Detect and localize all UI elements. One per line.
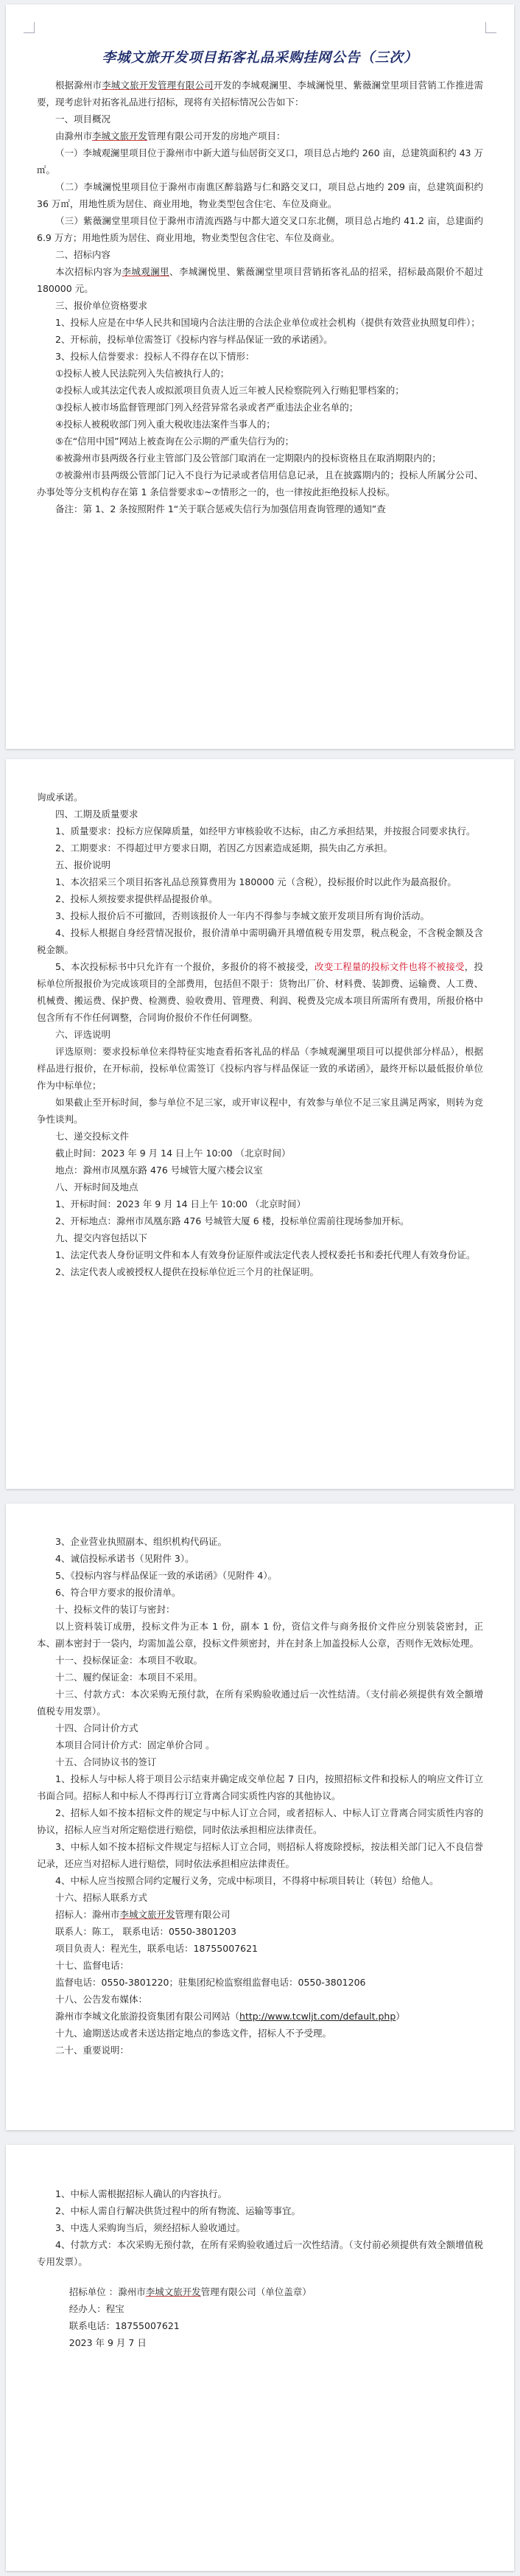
paragraph: 招标人：滁州市李城文旅开发管理有限公司 [55,1909,231,1920]
paragraph: 3、中选人采购询当后，须经招标人验收通过。 [55,2222,245,2233]
paragraph: 1、质量要求：投标方应保障质量，如经甲方审核验收不达标，由乙方承担结果，并按报合同要求执行。 [55,825,476,837]
paragraph: 地点：滁州市凤凰东路 476 号城管大厦六楼会议室 [55,1165,263,1176]
section-heading: 六、评选说明 [55,1029,111,1040]
page-body [37,47,483,517]
section-heading: 五、报价说明 [55,859,111,870]
section-heading: 三、报价单位资格要求 [55,300,148,311]
section-heading: 四、工期及质量要求 [55,809,138,820]
paragraph: （二）李城澜悦里项目位于滁州市南谯区醉翁路与仁和路交叉口，项目总占地约 209 亩，总建筑面积约 36 万㎡，用地性质为居住、商业用地，物业类型包含住宅、车位及商业。 [37,181,483,209]
list-item: ①投标人被人民法院列入失信被执行人的； [55,368,230,379]
paragraph: 3、投标人报价后不可撤回，否则该报价人一年内不得参与李城文旅开发项目所有询价活动。 [55,910,429,921]
paragraph: 3、企业营业执照副本、组织机构代码证。 [55,1536,227,1547]
section-heading: 十八、公告发布媒体： [55,1994,148,2005]
list-item: ④投标人被税收部门列入重大税收违法案件当事人的； [55,419,275,430]
paragraph: 5、本次投标标书中只允许有一个报价，多报价的将不被接受，改变工程量的投标文件也将不被接受，投标单位所报报价为完成该项目的全部费用，包括但不限于：货物出厂价、材料费、装卸费、运输费、人工费、机械费、搬运费、保护费、检测费、验收费用、管理费、利润、税费及完成本项目所需所有费用，所报价格中包含所有不作任何调整，合同询价报价不作任何调整。 [37,961,483,1023]
document-page-1 [6,4,514,749]
paragraph: 4、中标人应当按照合同约定履行义务，完成中标项目，不得将中标项目转让（转包）给他人。 [55,1875,439,1886]
paragraph: 联系人：陈工， 联系电话：0550-3801203 [55,1926,236,1937]
paragraph: 询或承诺。 [37,792,83,803]
section-heading: 一、项目概况 [55,114,111,125]
section-heading: 九、提交内容包括以下 [55,1232,148,1243]
list-item: ②投标人或其法定代表人或拟派项目负责人近三年被人民检察院列入行贿犯罪档案的； [55,385,404,396]
document-page-4 [6,2145,514,2571]
paragraph: 1、本次招采三个项目拓客礼品总预算费用为 180000 元（含税），投标报价时以此作为最高报价。 [55,876,457,887]
paragraph: 2、开标前，投标单位需签订《投标内容与样品保证一致的承诺函》。 [55,334,333,345]
paragraph: 十九、逾期送达或者未送达指定地点的参选文件，招标人不予受理。 [55,2028,332,2039]
section-heading: 二十、重要说明： [55,2045,130,2056]
section-heading: 十四、合同计价方式 [55,1722,138,1734]
document-page-3 [6,1504,514,2130]
paragraph: 4、诚信投标承诺书（见附件 3）。 [55,1553,194,1564]
paragraph: 由滁州市李城文旅开发管理有限公司开发的房地产项目： [55,130,286,142]
section-heading: 八、开标时间及地点 [55,1181,138,1193]
paragraph: 1、中标人需根据招标人确认的内容执行。 [55,2188,227,2199]
section-heading: 二、招标内容 [55,249,111,260]
paragraph: 本项目合同计价方式：固定单价合同 。 [55,1739,215,1751]
page-body [37,1533,483,2059]
signature-line: 经办人：程宝 [68,2303,124,2314]
section-heading: 十、投标文件的装订与密封： [55,1604,175,1615]
section-heading: 十七、监督电话： [55,1960,130,1971]
page-body [37,2185,483,2351]
list-item: ⑥被滁州市县两级各行业主管部门及公管部门取消在一定期限内的投标资格且在取消期限内的； [55,453,441,464]
paragraph: 以上资料装订成册，投标文件为正本 1 份，副本 1 份，资信文件与商务报价文件应分别装袋密封，正本、副本密封于一袋内，均需加盖公章，投标文件须密封，并在封条上加盖投标人公章，否则作无效标处理。 [37,1621,483,1649]
list-item: ⑤在“信用中国”网站上被查询在公示期的严重失信行为的； [55,436,295,447]
signature-line: 联系电话：18755007621 [68,2320,180,2331]
list-item: ③投标人被市场监督管理部门列入经营异常名录或者严重违法企业名单的； [55,402,359,413]
document-page-2 [6,759,514,1489]
paragraph: （三）紫薇澜堂里项目位于滁州市清流西路与中都大道交叉口东北侧，项目总占地约 41.2 亩，总建面约 6.9 万方；用地性质为居住、商业用地，物业类型包含住宅、车位及商业。 [37,215,483,243]
paragraph: 本次招标内容为李城观澜里、李城澜悦里、紫薇澜堂里项目营销拓客礼品的招采，招标最高限价不超过 180000 元。 [37,266,483,294]
signature-line: 招标单位 ：滁州市李城文旅开发管理有限公司（单位盖章） [68,2286,312,2297]
paragraph: 2、法定代表人或被授权人提供在投标单位近三个月的社保证明。 [55,1266,319,1277]
paragraph: 项目负责人：程光生，联系电话：18755007621 [55,1943,258,1954]
paragraph: 如果截止至开标时间，参与单位不足三家，或开审议程中，有效参与单位不足三家且满足两家，则转为竞争性谈判。 [37,1097,483,1125]
paragraph: 5、《投标内容与样品保证一致的承诺函》（见附件 4）。 [55,1570,278,1581]
paragraph: 2、投标人须按要求提供样品提报价单。 [55,893,218,904]
paragraph: 2、开标地点：滁州市凤凰东路 476 号城管大厦 6 楼，投标单位需前往现场参加开标。 [55,1215,410,1226]
paragraph: 1、开标时间：2023 年 9 月 14 日上午 10:00 （北京时间） [55,1198,306,1210]
paragraph: 4、投标人根据自身经营情况报价，报价清单中需明确开具增值税专用发票，税点税金，不含税金额及含税金额。 [37,927,483,955]
crop-mark [485,22,496,33]
paragraph: 1、投标人应是在中华人民共和国境内合法注册的合法企业单位或社会机构（提供有效营业执照复印件）； [55,317,480,328]
signature-date: 2023 年 9 月 7 日 [68,2337,147,2348]
section-heading: 十五、合同协议书的签订 [55,1756,157,1767]
paragraph: 1、法定代表人身份证明文件和本人有效身份证原件或法定代表人授权委托书和委托代理人有效身份证。 [55,1249,476,1260]
paragraph: 4、付款方式：本次采购无预付款，在所有采购验收通过后一次性结清。（支付前必须提供有效全额增值税专用发票）。 [37,2239,483,2267]
paragraph: 2、工期要求：不得超过甲方要求日期，若因乙方因素造成延期，损失由乙方承担。 [55,842,393,854]
paragraph: 2、招标人如不按本招标文件的规定与中标人订立合同，或者招标人、中标人订立背离合同实质性内容的协议，招标人应当对所定赔偿进行赔偿，同时依法承担相应法律责任。 [37,1807,483,1835]
paragraph: 备注：第 1、2 条按照附件 1“关于联合惩戒失信行为加强信用查询管理的通知”查 [55,503,386,514]
section-heading: 十六、招标人联系方式 [55,1892,148,1903]
section-heading: 十三、付款方式：本次采购无预付款，在所有采购验收通过后一次性结清。（支付前必须提供有效全额增值税专用发票）。 [37,1689,483,1717]
paragraph: 评选原则：要求投标单位来得特征实地查看拓客礼品的样品（李城观澜里项目可以提供部分样品），根据样品进行报价，在开标前，投标单位需签订《投标内容与样品保证一致的承诺函》，最终开标以最低报价单位作为中标单位； [37,1046,483,1091]
paragraph: 1、投标人与中标人将于项目公示结束并确定成交单位起 7 日内，按照招标文件和投标人的响应文件订立书面合同。招标人和中标人不得再行订立背离合同实质性内容的其他协议。 [37,1773,483,1801]
paragraph: 滁州市李城文化旅游投资集团有限公司网站（http://www.tcwljt.com/default.php） [55,2011,405,2022]
section-heading: 七、递交投标文件 [55,1131,130,1142]
paragraph: （一）李城观澜里项目位于滁州市中新大道与仙居街交叉口，项目总占地约 260 亩，总建筑面积约 43 万㎡。 [37,147,483,175]
paragraph: 根据滁州市李城文旅开发管理有限公司开发的李城观澜里、李城澜悦里、紫薇澜堂里项目营销工作推进需要，现考虑针对拓客礼品进行招标，现将有关招标情况公告如下： [37,80,483,108]
paragraph: 3、投标人信誉要求：投标人不得存在以下情形： [55,351,255,362]
paragraph: 2、中标人需自行解决供货过程中的所有物流、运输等事宜。 [55,2205,301,2216]
paragraph: 监督电话：0550-3801220；驻集团纪检监察组监督电话：0550-3801206 [55,1977,366,1988]
section-heading: 十一、投标保证金：本项目不收取。 [55,1655,203,1666]
paragraph: 3、中标人如不按本招标文件规定与招标人订立合同，则招标人将废除授标，按法相关部门记入不良信誉记录，还应当对招标人进行赔偿，同时依法承担相应法律责任。 [37,1841,483,1869]
list-item: ⑦被滁州市县两级公管部门记入不良行为记录或者信用信息记录，且在披露期内的；投标人所属分公司、办事处等分支机构存在第 1 条信誉要求①~⑦情形之一的，也一律按此拒绝投标人投标。 [37,470,483,498]
crop-mark [24,22,35,33]
section-heading: 十二、履约保证金：本项目不采用。 [55,1672,203,1683]
page-body [37,789,483,1280]
paragraph: 截止时间：2023 年 9 月 14 日上午 10:00 （北京时间） [55,1148,291,1159]
document-title: 李城文旅开发项目拓客礼品采购挂网公告（三次） [102,50,418,66]
paragraph: 6、符合甲方要求的报价清单。 [55,1587,181,1598]
